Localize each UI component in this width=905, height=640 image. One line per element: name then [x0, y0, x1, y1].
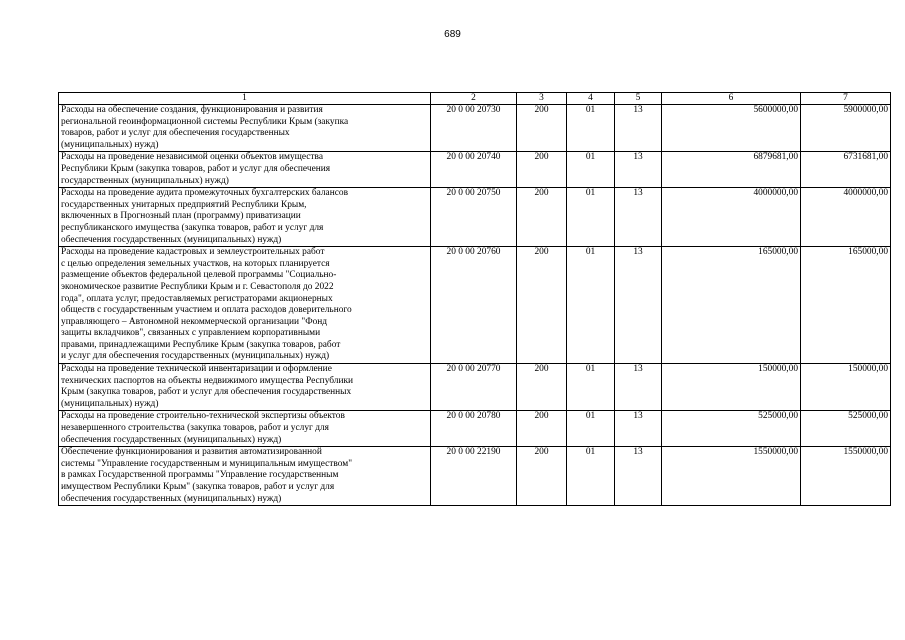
- row-col-4: 01: [567, 105, 615, 152]
- row-value-6: 1550000,00: [662, 447, 801, 506]
- row-value-7: 4000000,00: [801, 188, 891, 247]
- row-col-5: 13: [615, 188, 662, 247]
- row-value-6: 165000,00: [662, 247, 801, 364]
- header-col-3: 3: [517, 93, 567, 105]
- row-value-7: 6731681,00: [801, 152, 891, 188]
- row-col-3: 200: [517, 247, 567, 364]
- row-code: 20 0 00 20760: [431, 247, 517, 364]
- row-code: 20 0 00 22190: [431, 447, 517, 506]
- row-value-7: 150000,00: [801, 364, 891, 411]
- row-value-6: 5600000,00: [662, 105, 801, 152]
- row-code: 20 0 00 20730: [431, 105, 517, 152]
- row-col-3: 200: [517, 152, 567, 188]
- row-description: Расходы на проведение кадастровых и землеустроительных работ с целью определения земельных участков, на которых планируется размещение объектов федеральной целевой программы "Социально- экономическое развитие Республики Крым и г. Севастополя до 2022 года", оплата услуг, предоставляемых регистраторами акционерных обществ с государственным участием и оплата расходов доверительного управляющего – Автономной некоммерческой организации "Фонд защиты вкладчиков", связанных с управлением корпоративными правами, принадлежащими Республике Крым (закупка товаров, работ и услуг для обеспечения государственных (муниципальных) нужд): [59, 247, 431, 364]
- table-row: [59, 447, 891, 506]
- header-col-6: 6: [662, 93, 801, 105]
- table-row: [59, 152, 891, 188]
- row-col-3: 200: [517, 105, 567, 152]
- row-col-5: 13: [615, 447, 662, 506]
- row-description: Расходы на проведение аудита промежуточных бухгалтерских балансов государственных унитарных предприятий Республики Крым, включенных в Прогнозный план (программу) приватизации республиканского имущества (закупка товаров, работ и услуг для обеспечения государственных (муниципальных) нужд): [59, 188, 431, 247]
- row-col-4: 01: [567, 411, 615, 447]
- row-col-5: 13: [615, 364, 662, 411]
- row-col-5: 13: [615, 247, 662, 364]
- row-value-7: 525000,00: [801, 411, 891, 447]
- row-value-6: 525000,00: [662, 411, 801, 447]
- table-row: [59, 188, 891, 247]
- row-description: Расходы на проведение технической инвентаризации и оформление технических паспортов на объекты недвижимого имущества Республики Крым (закупка товаров, работ и услуг для обеспечения государственных (муниципальных) нужд): [59, 364, 431, 411]
- row-value-6: 150000,00: [662, 364, 801, 411]
- row-description: Расходы на проведение строительно-технической экспертизы объектов незавершенного строительства (закупка товаров, работ и услуг для обеспечения государственных (муниципальных) нужд): [59, 411, 431, 447]
- row-code: 20 0 00 20740: [431, 152, 517, 188]
- header-col-5: 5: [615, 93, 662, 105]
- row-col-5: 13: [615, 105, 662, 152]
- header-col-4: 4: [567, 93, 615, 105]
- row-value-7: 5900000,00: [801, 105, 891, 152]
- row-col-4: 01: [567, 247, 615, 364]
- page-number: 689: [444, 29, 461, 40]
- row-col-3: 200: [517, 411, 567, 447]
- row-col-4: 01: [567, 447, 615, 506]
- row-value-6: 4000000,00: [662, 188, 801, 247]
- budget-table-body: [59, 93, 891, 506]
- row-code: 20 0 00 20780: [431, 411, 517, 447]
- row-description: Расходы на обеспечение создания, функционирования и развития региональной геоинформационной системы Республики Крым (закупка товаров, работ и услуг для обеспечения государственных (муниципальных) нужд): [59, 105, 431, 152]
- header-col-2: 2: [431, 93, 517, 105]
- header-col-7: 7: [801, 93, 891, 105]
- row-value-6: 6879681,00: [662, 152, 801, 188]
- row-value-7: 165000,00: [801, 247, 891, 364]
- row-code: 20 0 00 20750: [431, 188, 517, 247]
- row-col-3: 200: [517, 364, 567, 411]
- row-col-5: 13: [615, 152, 662, 188]
- row-col-3: 200: [517, 188, 567, 247]
- row-description: Обеспечение функционирования и развития автоматизированной системы "Управление государственным и муниципальным имуществом" в рамках Государственной программы "Управление государственным имуществом Республики Крым" (закупка товаров, работ и услуг для обеспечения государственных (муниципальных) нужд): [59, 447, 431, 506]
- budget-table: [58, 92, 891, 506]
- row-col-5: 13: [615, 411, 662, 447]
- row-col-3: 200: [517, 447, 567, 506]
- table-row: [59, 364, 891, 411]
- table-row: [59, 247, 891, 364]
- row-code: 20 0 00 20770: [431, 364, 517, 411]
- table-row: [59, 105, 891, 152]
- header-row: [59, 93, 891, 105]
- row-col-4: 01: [567, 188, 615, 247]
- row-col-4: 01: [567, 152, 615, 188]
- row-description: Расходы на проведение независимой оценки объектов имущества Республики Крым (закупка товаров, работ и услуг для обеспечения государственных (муниципальных) нужд): [59, 152, 431, 188]
- header-col-1: 1: [59, 93, 431, 105]
- row-col-4: 01: [567, 364, 615, 411]
- row-value-7: 1550000,00: [801, 447, 891, 506]
- table-row: [59, 411, 891, 447]
